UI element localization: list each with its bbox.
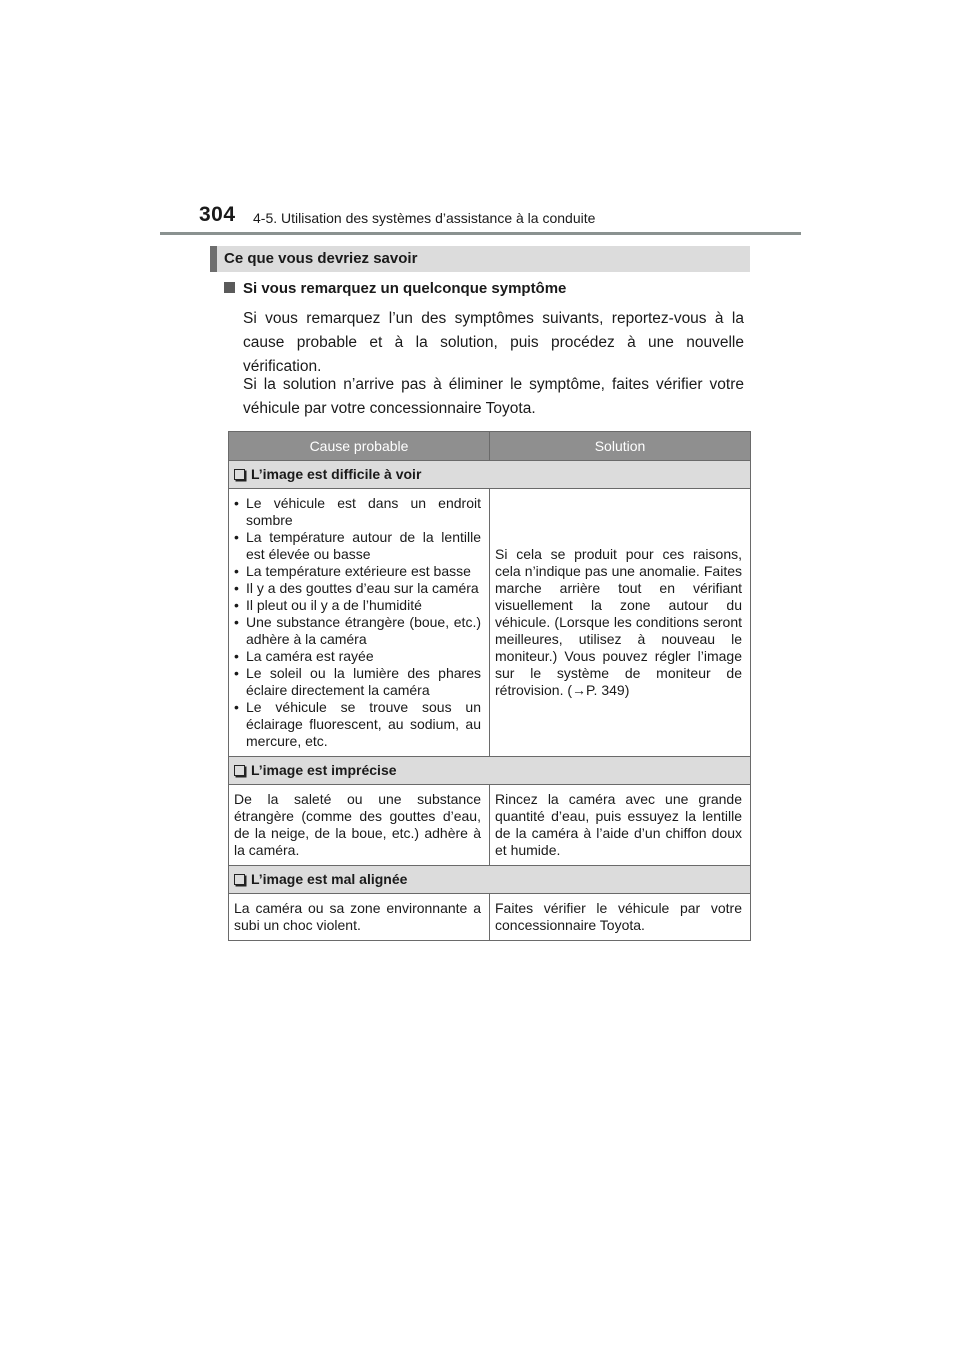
- page-number: 304: [199, 203, 236, 226]
- notice-heading: Ce que vous devriez savoir: [210, 246, 750, 272]
- solution-cell: Faites vérifier le véhicule par votre concessionnaire Toyota.: [490, 894, 751, 941]
- group-row: [229, 757, 751, 785]
- list-item: • La température extérieure est basse: [234, 563, 481, 580]
- intro-paragraph-2: Si la solution n’arrive pas à éliminer le symptôme, faites vérifier votre véhicule par votre concessionnaire Toyota.: [243, 376, 744, 417]
- cause-cell: La caméra ou sa zone environnante a subi un choc violent.: [229, 894, 490, 941]
- group-title-cell: [229, 461, 751, 489]
- list-item: • La température autour de la lentille est élevée ou basse: [234, 529, 481, 563]
- list-item: • La caméra est rayée: [234, 648, 481, 665]
- list-item: • Le véhicule se trouve sous un éclairage fluorescent, au sodium, au mercure, etc.: [234, 699, 481, 750]
- column-header-solution: Solution: [490, 432, 751, 461]
- group-title: L’image est mal alignée: [251, 871, 408, 887]
- symptom-heading-text: Si vous remarquez un quelconque symptôme: [243, 280, 567, 297]
- cause-cell: De la saleté ou une substance étrangère (comme des gouttes d’eau, de la neige, de la boue, etc.) adhère à la caméra.: [229, 785, 490, 866]
- list-item: • Il y a des gouttes d’eau sur la caméra: [234, 580, 481, 597]
- checkbox-icon: [234, 469, 245, 480]
- group-title: L’image est difficile à voir: [251, 466, 422, 482]
- checkbox-icon: [234, 874, 245, 885]
- solution-cell: Rincez la caméra avec une grande quantité d’eau, puis essuyez la lentille de la caméra à l’aide d’un chiffon doux et humide.: [490, 785, 751, 866]
- table-row: [229, 489, 751, 757]
- solution-cell: Si cela se produit pour ces raisons, cela n’indique pas une anomalie. Faites marche arrière tout en vérifiant visuellement la zone autour du véhicule. (Lorsque les conditions seront meilleures, utilisez à nouveau le moniteur.) Vous pouvez régler l’image sur le système de moniteur de rétrovision. (→P. 349): [490, 489, 751, 757]
- symptom-table: [228, 431, 751, 941]
- cause-cell: [229, 489, 490, 757]
- symptom-heading: [224, 280, 744, 297]
- list-item: • Une substance étrangère (boue, etc.) adhère à la caméra: [234, 614, 481, 648]
- list-item: • Le soleil ou la lumière des phares éclaire directement la caméra: [234, 665, 481, 699]
- square-bullet-icon: [224, 282, 235, 293]
- header-divider: [160, 232, 801, 235]
- group-row: [229, 866, 751, 894]
- group-title: L’image est imprécise: [251, 762, 397, 778]
- group-row: [229, 461, 751, 489]
- table-row: [229, 894, 751, 941]
- group-title-cell: [229, 757, 751, 785]
- list-item: • Il pleut ou il y a de l’humidité: [234, 597, 481, 614]
- intro-paragraph-1: Si vous remarquez l’un des symptômes suivants, reportez-vous à la cause probable et à la solution, puis procédez à une nouvelle vérification.: [243, 310, 744, 375]
- table-row: [229, 785, 751, 866]
- column-header-cause: Cause probable: [229, 432, 490, 461]
- cause-list: [234, 495, 481, 750]
- table-header-row: [229, 432, 751, 461]
- list-item: • Le véhicule est dans un endroit sombre: [234, 495, 481, 529]
- section-title: 4-5. Utilisation des systèmes d’assistance à la conduite: [253, 210, 596, 226]
- group-title-cell: [229, 866, 751, 894]
- checkbox-icon: [234, 765, 245, 776]
